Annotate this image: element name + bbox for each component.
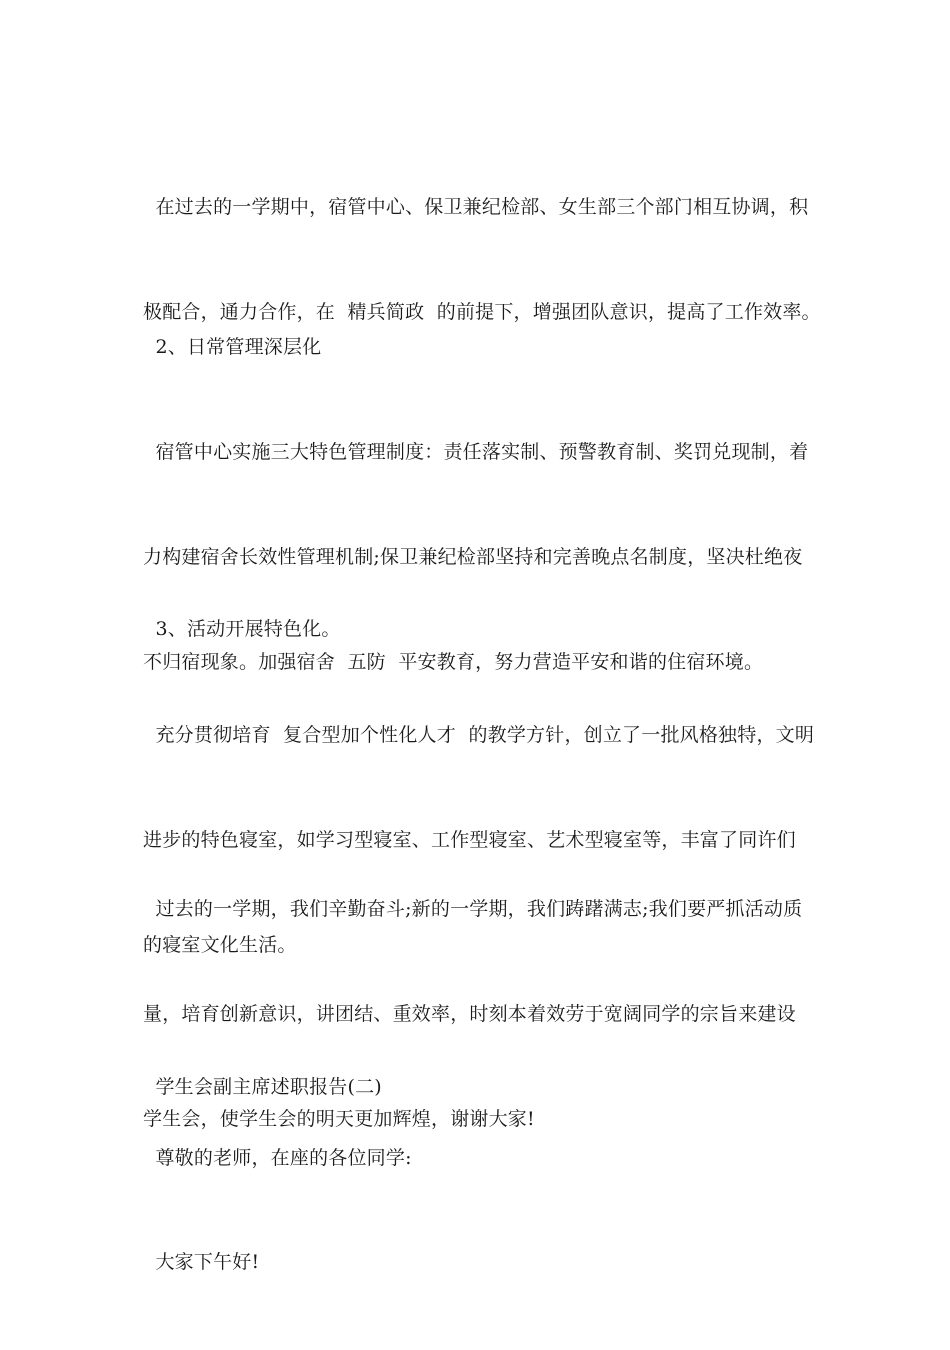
paragraph-line: 进步的特色寝室，如学习型寝室、工作型寝室、艺术型寝室等，丰富了同许们 bbox=[143, 829, 796, 851]
paragraph-line: 学生会，使学生会的明天更加辉煌，谢谢大家! bbox=[143, 1108, 535, 1130]
paragraph-line: 充分贯彻培育 复合型加个性化人才 的教学方针，创立了一批风格独特，文明 bbox=[143, 724, 815, 746]
paragraph-line: 不归宿现象。加强宿舍 五防 平安教育，努力营造平安和谐的住宿环境。 bbox=[143, 651, 764, 673]
paragraph-line: 的寝室文化生活。 bbox=[143, 934, 297, 956]
paragraph-line: 极配合，通力合作，在 精兵简政 的前提下，增强团队意识，提高了工作效率。 bbox=[143, 301, 821, 323]
heading-text: 2、日常管理深层化 bbox=[143, 336, 322, 358]
salutation-text: 大家下午好! bbox=[143, 1251, 260, 1273]
salutation bbox=[143, 1175, 811, 1350]
paragraph-line: 宿管中心实施三大特色管理制度：责任落实制、预警教育制、奖罚兑现制，着 bbox=[143, 441, 809, 463]
heading-text: 3、活动开展特色化。 bbox=[143, 618, 341, 640]
paragraph-line: 过去的一学期，我们辛勤奋斗;新的一学期，我们踌躇满志;我们要严抓活动质 bbox=[143, 898, 803, 920]
paragraph-line: 量，培育创新意识，讲团结、重效率，时刻本着效劳于宽阔同学的宗旨来建设 bbox=[143, 1003, 796, 1025]
title-text: 学生会副主席述职报告(二) bbox=[143, 1076, 382, 1098]
greeting-text: 尊敬的老师，在座的各位同学: bbox=[143, 1147, 412, 1169]
paragraph-line: 力构建宿舍长效性管理机制;保卫兼纪检部坚持和完善晚点名制度，坚决杜绝夜 bbox=[143, 546, 803, 568]
paragraph-line: 在过去的一学期中，宿管中心、保卫兼纪检部、女生部三个部门相互协调，积 bbox=[143, 196, 809, 218]
